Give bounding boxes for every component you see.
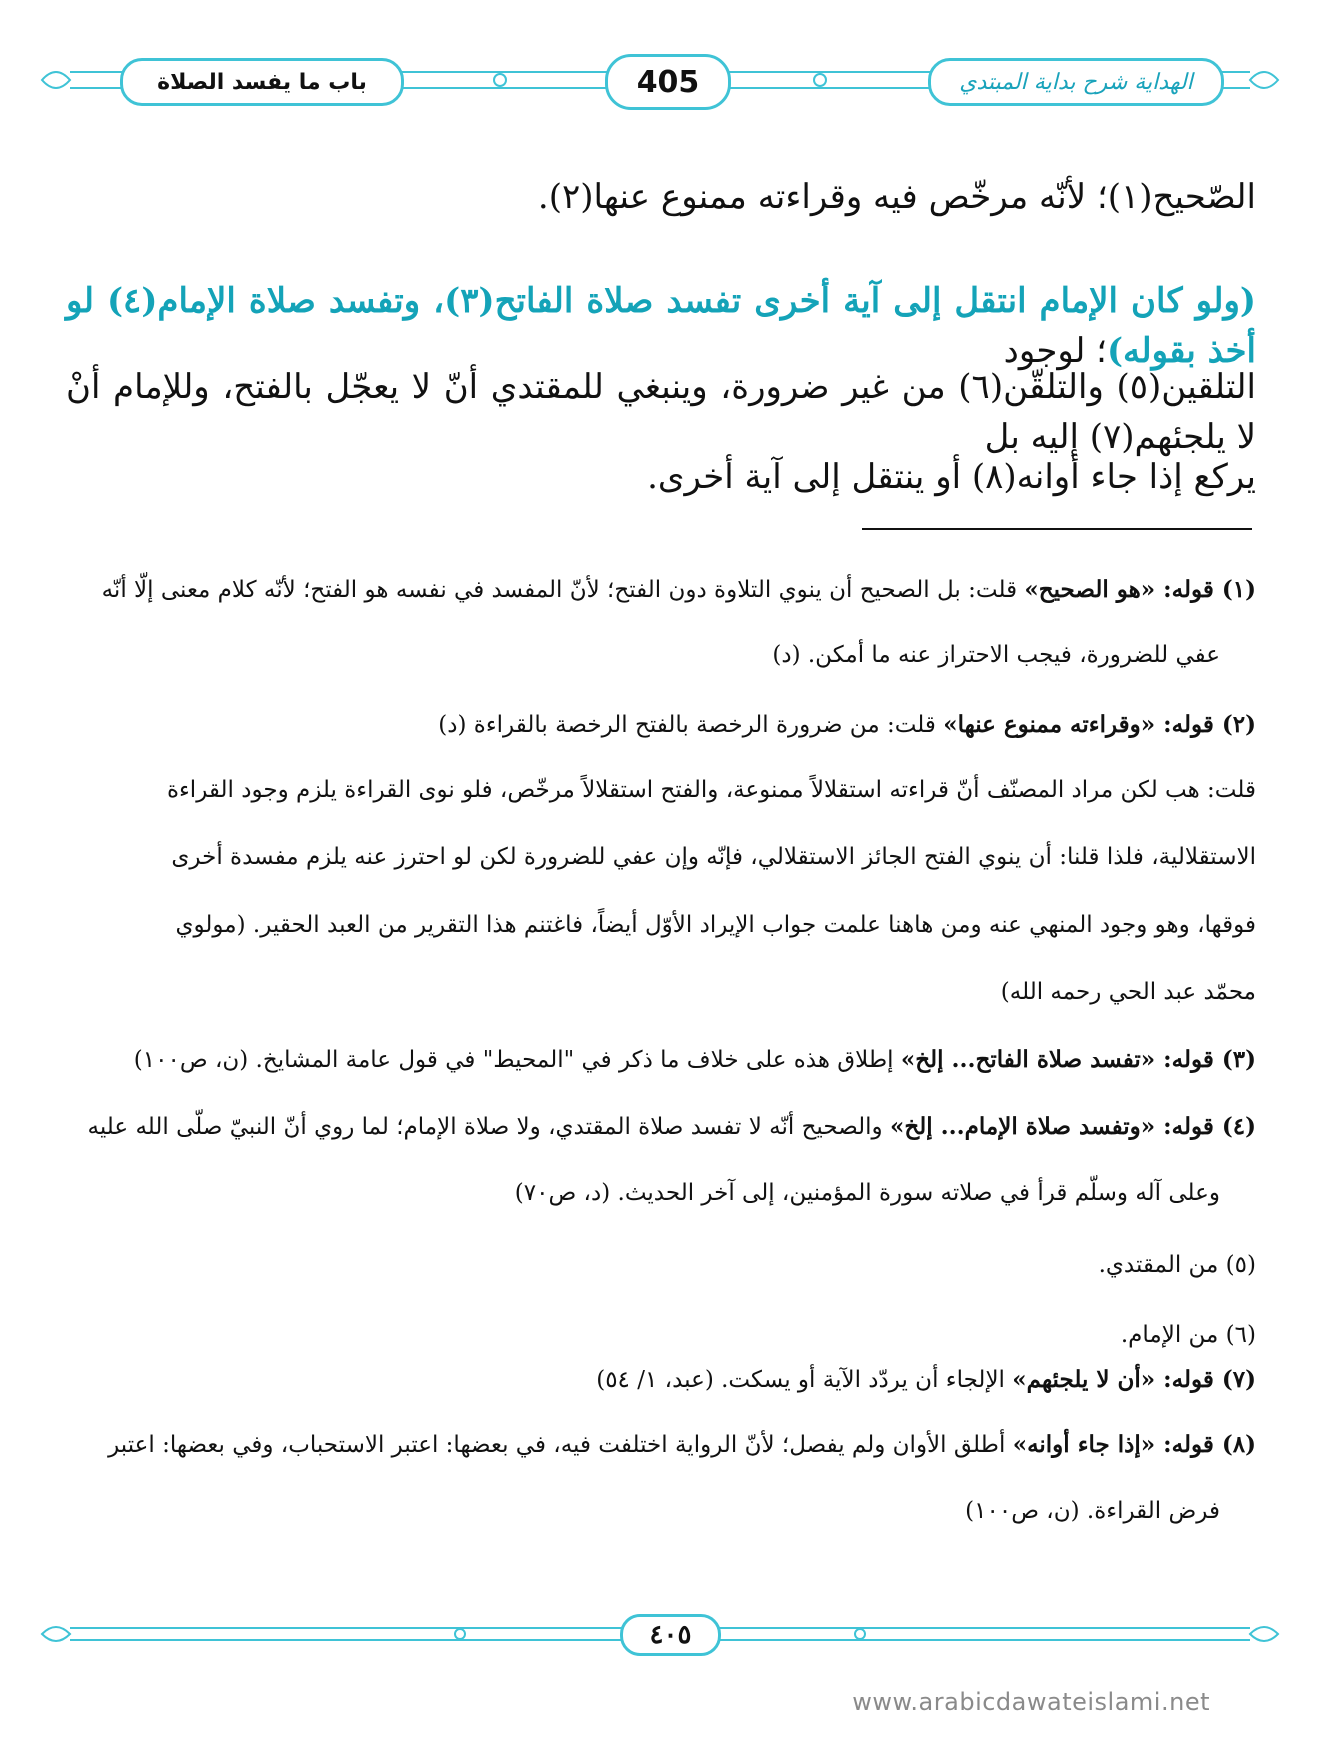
footer-page-number: ٤٠٥ — [620, 1614, 721, 1656]
footnote-2 — [66, 710, 1256, 740]
footnote-1-label: (١) قوله: «هو الصحيح» — [1024, 576, 1256, 603]
footnote-8-label: (٨) قوله: «إذا جاء أوانه» — [1012, 1431, 1256, 1458]
footnote-8 — [66, 1430, 1256, 1460]
page-number: 405 — [605, 54, 731, 110]
footnote-4-text: والصحيح أنّه لا تفسد صلاة المقتدي، ولا صلاة الإمام؛ لما روي أنّ النبيّ صلّى الله عليه — [87, 1114, 890, 1140]
footnote-2b-line-2: الاستقلالية، فلذا قلنا: أن ينوي الفتح الجائز الاستقلالي، فإنّه وإن عفي للضرورة لكن لو احترز عنه يلزم مفسدة أخرى — [171, 844, 1256, 870]
footnote-6: (٦) من الإمام. — [1120, 1322, 1256, 1348]
footnote-7 — [66, 1365, 1256, 1395]
footnote-4-cont: وعلى آله وسلّم قرأ في صلاته سورة المؤمنين، إلى آخر الحديث. (د، ص٧٠) — [514, 1180, 1220, 1206]
footnote-8-text: أطلق الأوان ولم يفصل؛ لأنّ الرواية اختلفت فيه، في بعضها: اعتبر الاستحباب، وفي بعضها: اعتبر — [108, 1432, 1013, 1458]
footnote-1-cont: عفي للضرورة، فيجب الاحتراز عنه ما أمكن. (د) — [772, 642, 1220, 668]
footnote-7-label: (٧) قوله: «أن لا يلجئهم» — [1012, 1366, 1256, 1393]
watermark-url: www.arabicdawateislami.net — [852, 1688, 1210, 1716]
footnote-4 — [66, 1112, 1256, 1142]
footnote-3 — [66, 1045, 1256, 1075]
footnote-3-text: إطلاق هذه على خلاف ما ذكر في "المحيط" في قول عامة المشايخ. (ن، ص١٠٠) — [133, 1047, 901, 1073]
footnote-2-text: قلت: من ضرورة الرخصة بالفتح الرخصة بالقراءة (د) — [438, 712, 944, 738]
chapter-title: باب ما يفسد الصلاة — [120, 58, 404, 106]
page-footer — [40, 1610, 1280, 1660]
main-text-line-3: التلقين(٥) والتلقّن(٦) من غير ضرورة، وينبغي للمقتدي أنّ لا يعجّل بالفتح، وللإمام أنْ لا يلجئهم(٧) إليه بل — [66, 367, 1256, 457]
footnote-2-label: (٢) قوله: «وقراءته ممنوع عنها» — [943, 711, 1256, 738]
book-title-logo: الهداية شرح بداية المبتدي — [928, 58, 1224, 106]
main-text-line-2 — [66, 276, 1256, 376]
main-text-line-4: يركع إذا جاء أوانه(٨) أو ينتقل إلى آية أخرى. — [647, 457, 1256, 497]
footnote-5: (٥) من المقتدي. — [1098, 1252, 1256, 1278]
footnote-2b-line-1: قلت: هب لكن مراد المصنّف أنّ قراءته استقلالاً ممنوعة، والفتح استقلالاً مرخّص، فلو نوى القراءة يلزم وجود القراءة — [166, 777, 1256, 803]
footnote-3-label: (٣) قوله: «تفسد صلاة الفاتح... إلخ» — [900, 1046, 1256, 1073]
main-text-line-2-tail: ؛ لوجود — [1003, 331, 1107, 371]
footnote-1 — [66, 575, 1256, 605]
footnote-2b-line-4: محمّد عبد الحي رحمه الله) — [1000, 979, 1256, 1005]
main-text-line-1: الصّحيح(١)؛ لأنّه مرخّص فيه وقراءته ممنوع عنها(٢). — [537, 177, 1256, 217]
footnote-2b-line-3: فوقها، وهو وجود المنهي عنه ومن هاهنا علمت جواب الإيراد الأوّل أيضاً، فاغتنم هذا التقرير من العبد الحقير. (مولوي — [175, 912, 1256, 938]
footnote-separator — [862, 528, 1252, 530]
footnote-1-text: قلت: بل الصحيح أن ينوي التلاوة دون الفتح؛ لأنّ المفسد في نفسه هو الفتح؛ لأنّه كلام معنى إلّا أنّه — [101, 577, 1025, 603]
highlighted-matn: (ولو كان الإمام انتقل إلى آية أخرى تفسد صلاة الفاتح(٣)، وتفسد صلاة الإمام(٤) لو أخذ بقوله) — [66, 281, 1256, 371]
footnote-4-label: (٤) قوله: «وتفسد صلاة الإمام... إلخ» — [889, 1113, 1256, 1140]
page-header — [40, 50, 1280, 110]
footnote-7-text: الإلجاء أن يردّد الآية أو يسكت. (عبد، ١/ ٥٤) — [596, 1367, 1013, 1393]
footnote-8-cont: فرض القراءة. (ن، ص١٠٠) — [965, 1498, 1220, 1524]
